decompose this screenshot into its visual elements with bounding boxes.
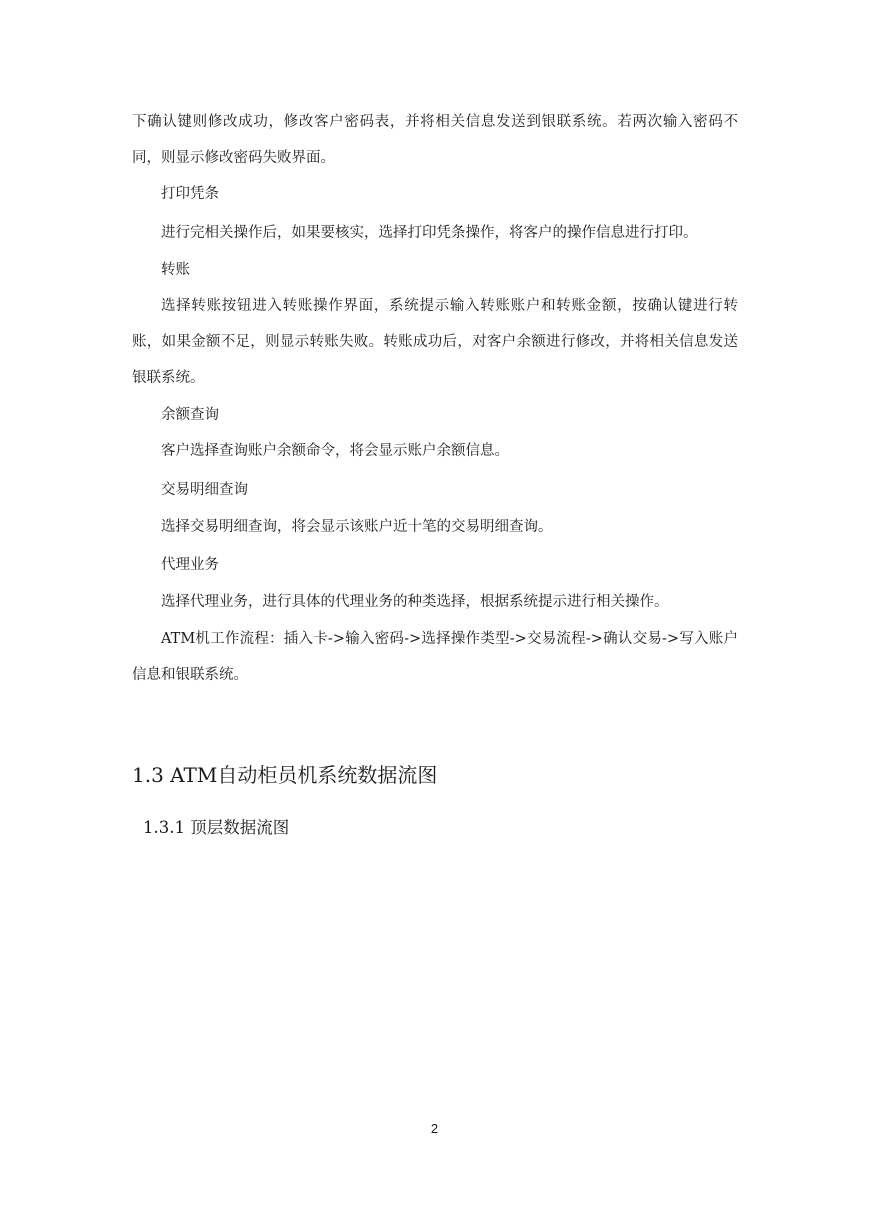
section-title: 1.3 ATM自动柜员机系统数据流图 [132, 763, 438, 787]
heading-transfer: 转账 [161, 262, 190, 278]
page-number: 2 [430, 1121, 439, 1136]
paragraph-transaction-detail: 选择交易明细查询，将会显示该账户近十笔的交易明细查询。 [161, 519, 553, 535]
paragraph-change-password-result: 下确认键则修改成功，修改客户密码表，并将相关信息发送到银联系统。若两次输入密码不同，则显示修改密码失败界面。 [132, 114, 738, 166]
subsection-title: 1.3.1 顶层数据流图 [143, 818, 290, 837]
paragraph-atm-workflow: ATM机工作流程：插入卡->输入密码->选择操作类型->交易流程->确认交易->写入账户信息和银联系统。 [132, 631, 738, 683]
heading-transaction-detail: 交易明细查询 [161, 482, 248, 498]
paragraph-agency-business: 选择代理业务，进行具体的代理业务的种类选择，根据系统提示进行相关操作。 [161, 594, 669, 610]
paragraph-print-receipt: 进行完相关操作后，如果要核实，选择打印凭条操作，将客户的操作信息进行打印。 [161, 225, 698, 241]
heading-balance-query: 余额查询 [161, 407, 219, 423]
paragraph-transfer: 选择转账按钮进入转账操作界面，系统提示输入转账账户和转账金额，按确认键进行转账，如果金额不足，则显示转账失败。转账成功后，对客户余额进行修改，并将相关信息发送银联系统。 [132, 298, 738, 386]
heading-print-receipt: 打印凭条 [161, 186, 219, 202]
paragraph-balance-query: 客户选择查询账户余额命令，将会显示账户余额信息。 [161, 443, 509, 459]
heading-agency-business: 代理业务 [161, 557, 219, 573]
